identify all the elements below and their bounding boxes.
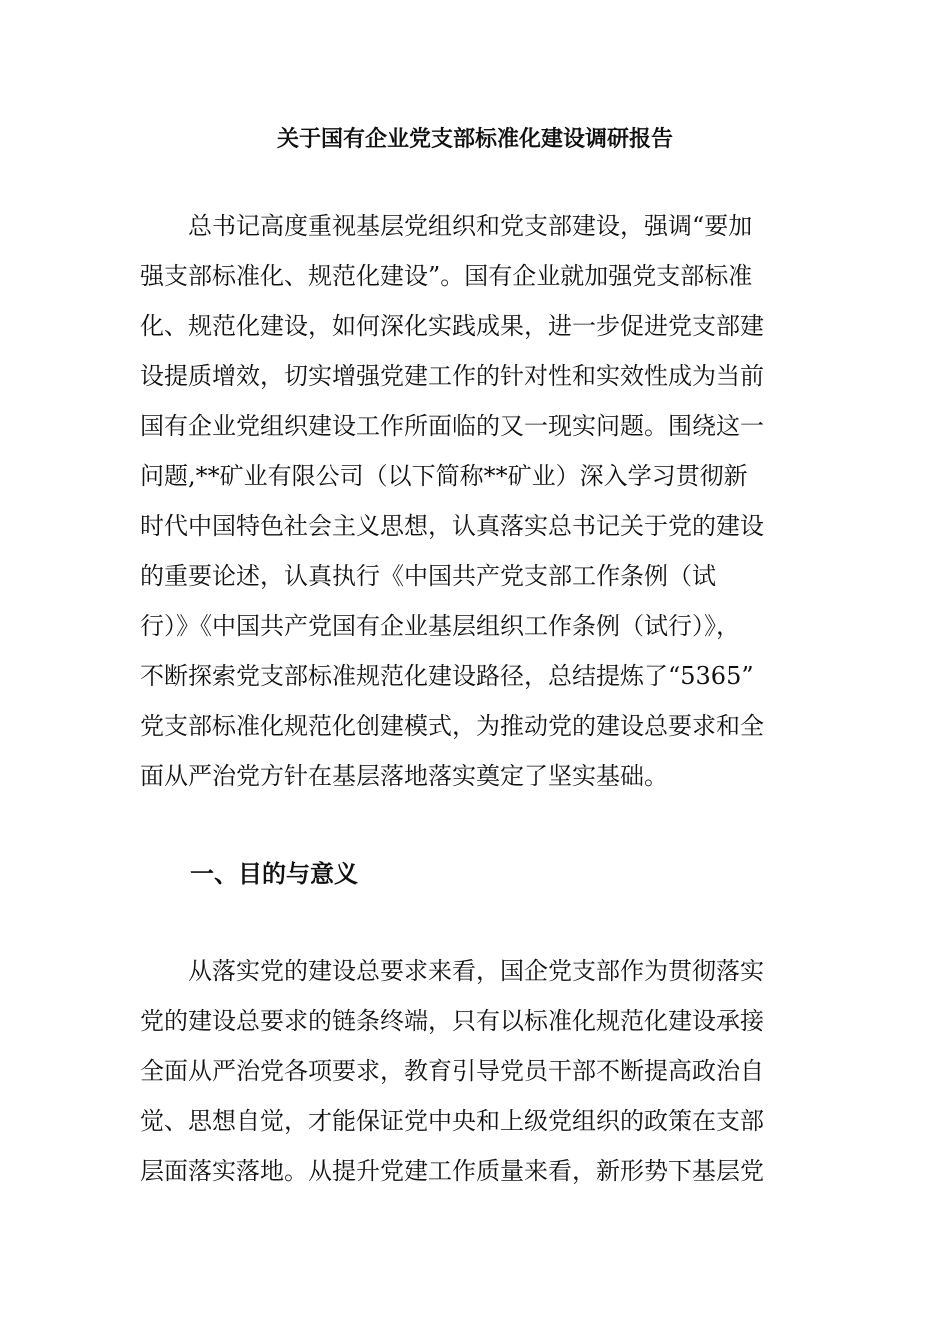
- paragraph-line: 总书记高度重视基层党组织和党支部建设，强调“要加: [188, 212, 753, 240]
- paragraph-line: 时代中国特色社会主义思想，认真落实总书记关于党的建设: [140, 512, 764, 540]
- paragraph-line: 党的建设总要求的链条终端，只有以标准化规范化建设承接: [140, 1007, 764, 1035]
- paragraph-line: 全面从严治党各项要求，教育引导党员干部不断提高政治自: [140, 1057, 764, 1085]
- paragraph-line: 层面落实落地。从提升党建工作质量来看，新形势下基层党: [140, 1157, 764, 1185]
- paragraph-line: 觉、思想自觉，才能保证党中央和上级党组织的政策在支部: [140, 1107, 764, 1135]
- paragraph-line: 面从严治党方针在基层落地落实奠定了坚实基础。: [140, 762, 668, 790]
- paragraph-line: 党支部标准化规范化创建模式，为推动党的建设总要求和全: [140, 712, 764, 740]
- paragraph-line: 从落实党的建设总要求来看，国企党支部作为贯彻落实: [188, 957, 764, 985]
- paragraph-line: 化、规范化建设，如何深化实践成果，进一步促进党支部建: [140, 312, 764, 340]
- paragraph-intro: [140, 201, 764, 801]
- document-title: 关于国有企业党支部标准化建设调研报告: [276, 126, 673, 152]
- paragraph-line: 不断探索党支部标准规范化建设路径，总结提炼了“5365”: [140, 662, 754, 690]
- paragraph-line: 的重要论述，认真执行《中国共产党支部工作条例（试: [140, 562, 716, 590]
- paragraph-line: 行）》《中国共产党国有企业基层组织工作条例（试行）》，: [140, 612, 740, 640]
- paragraph-line: 国有企业党组织建设工作所面临的又一现实问题。围绕这一: [140, 412, 764, 440]
- paragraph-purpose: [140, 946, 764, 1196]
- paragraph-line: 强支部标准化、规范化建设”。国有企业就加强党支部标准: [140, 262, 753, 290]
- section-heading: 一、目的与意义: [190, 859, 358, 888]
- paragraph-line: 设提质增效，切实增强党建工作的针对性和实效性成为当前: [140, 362, 764, 390]
- paragraph-line: 问题,**矿业有限公司（以下简称**矿业）深入学习贯彻新: [140, 462, 748, 490]
